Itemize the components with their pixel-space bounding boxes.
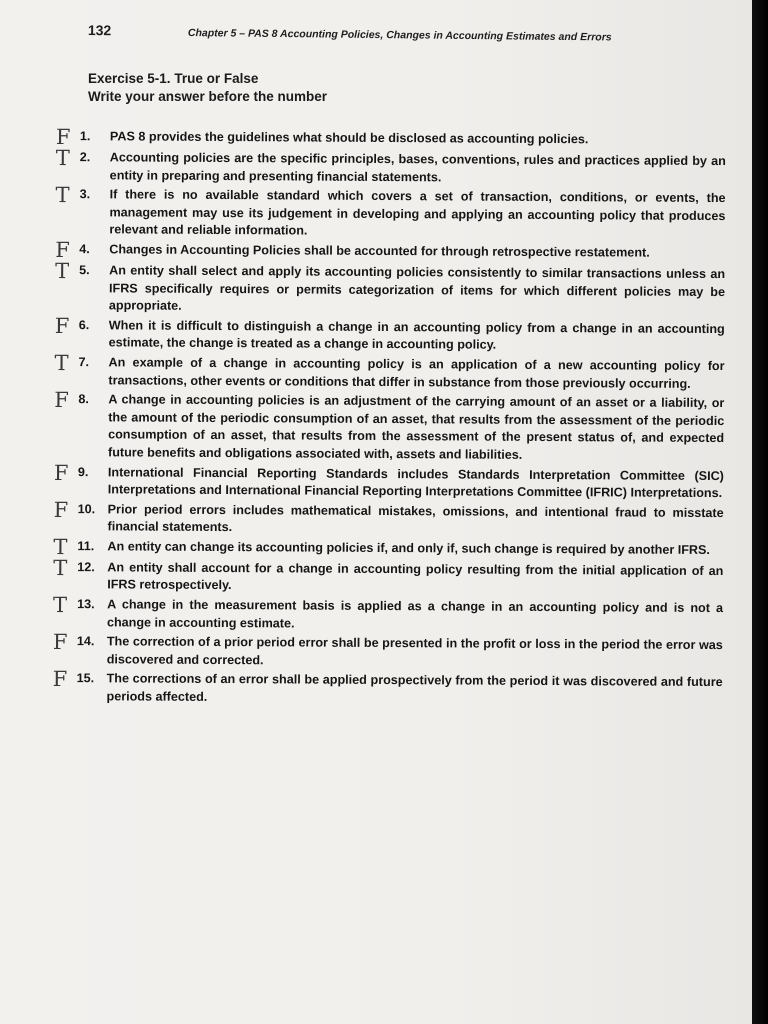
question-item <box>53 593 724 635</box>
question-text: A change in accounting policies is an adjustment of the carrying amount of an asset or a liability, or the amount of the periodic consumption of an asset, that results from the assessment of the periodic consumption of an asset, that results from the assessment of the present status of, and expected future benefits and obligations associated with, assets and liabilities. <box>107 392 725 462</box>
handwritten-answer: T <box>55 145 70 171</box>
handwritten-answer: F <box>54 313 70 338</box>
handwritten-answer: F <box>52 667 68 692</box>
handwritten-answer: F <box>52 630 68 655</box>
question-text: An entity shall account for a change in accounting policy resulting from the initial application of an IFRS retrospectively. <box>107 560 724 593</box>
handwritten-answer: T <box>55 258 70 284</box>
question-text: When it is difficult to distinguish a change in an accounting policy from a change in an accounting estimate, the change is treated as a change in accounting policy. <box>108 318 725 353</box>
question-number: 12. <box>77 560 95 575</box>
question-text: An entity can change its accounting policies if, and only if, such change is required by another IFRS. <box>107 539 710 557</box>
question-text: Prior period errors includes mathematical mistakes, omissions, and intentional fraud to misstate financial statements. <box>107 502 724 535</box>
question-number: 3. <box>79 187 91 202</box>
question-number: 14. <box>76 634 95 649</box>
handwritten-answer: T <box>53 534 68 559</box>
question-number: 15. <box>76 671 95 686</box>
question-item <box>52 667 723 709</box>
handwritten-answer: T <box>53 555 68 580</box>
question-number: 6. <box>78 317 90 332</box>
page-number: 132 <box>87 22 112 39</box>
handwritten-answer: T <box>55 183 70 208</box>
handwritten-answer: F <box>54 388 69 413</box>
exercise-title: Exercise 5-1. True or False <box>88 71 259 86</box>
question-number: 2. <box>79 150 91 165</box>
handwritten-answer: T <box>53 593 68 618</box>
question-text: The correction of a prior period error shall be presented in the profit or loss in the period the error was discovered and corrected. <box>106 634 723 668</box>
question-number: 13. <box>77 597 95 612</box>
question-text: The corrections of an error shall be applied prospectively from the period it was discovered and future periods affected. <box>106 671 723 704</box>
question-item <box>54 350 725 393</box>
question-item <box>55 258 726 319</box>
question-number: 7. <box>78 355 90 370</box>
question-number: 11. <box>77 539 95 554</box>
question-item <box>53 460 724 502</box>
question-item <box>53 555 724 598</box>
question-number: 8. <box>78 392 89 407</box>
question-number: 5. <box>79 263 90 278</box>
question-number: 9. <box>77 464 89 479</box>
exercise-heading <box>88 70 327 106</box>
handwritten-answer: F <box>55 237 70 263</box>
question-text: An example of a change in accounting policy is an application of a new accounting policy for transactions, other events or conditions that differ in substance from those previously occurring. <box>108 355 725 391</box>
question-item <box>55 145 726 188</box>
question-item <box>55 125 726 151</box>
question-text: International Financial Reporting Standards includes Standards Interpretation Committee (SIC) Interpretations and International Financial Reporting Interpretations Committee (IFRIC) Interpretations. <box>107 464 724 501</box>
question-text: Accounting policies are the specific principles, bases, conventions, rules and practices applied by an entity in preparing and presenting financial statements. <box>109 150 726 184</box>
question-list <box>52 125 726 712</box>
page-edge-shadow <box>752 0 768 1024</box>
handwritten-answer: F <box>55 125 71 150</box>
question-item <box>55 237 725 264</box>
question-item <box>54 388 725 465</box>
question-item <box>53 497 724 540</box>
handwritten-answer: F <box>53 460 69 485</box>
question-item <box>54 313 725 356</box>
question-text: An entity shall select and apply its accounting policies consistently to similar transactions unless an IFRS specifically requires or permits categorization of items for which different policies may be appropriate. <box>108 263 726 313</box>
exercise-instruction: Write your answer before the number <box>88 89 328 104</box>
handwritten-answer: T <box>54 350 69 376</box>
question-text: Changes in Accounting Policies shall be accounted for through retrospective restatement. <box>109 242 650 260</box>
handwritten-answer: F <box>53 497 69 522</box>
question-item <box>53 534 723 561</box>
question-item <box>55 183 726 243</box>
question-text: PAS 8 provides the guidelines what should be disclosed as accounting policies. <box>109 129 589 147</box>
chapter-title: Chapter 5 – PAS 8 Accounting Policies, Changes in Accounting Estimates and Errors <box>187 27 612 44</box>
question-text: If there is no available standard which covers a set of transaction, conditions, or events, the management may use its judgement in developing and applying an accounting policy that produces relevant and reliable information. <box>109 187 726 238</box>
page-header <box>88 22 668 46</box>
question-number: 1. <box>79 129 91 144</box>
question-number: 4. <box>79 242 90 257</box>
question-item <box>52 630 723 672</box>
question-text: A change in the measurement basis is applied as a change in an accounting policy and is not a change in accounting estimate. <box>106 597 724 631</box>
question-number: 10. <box>77 501 96 516</box>
